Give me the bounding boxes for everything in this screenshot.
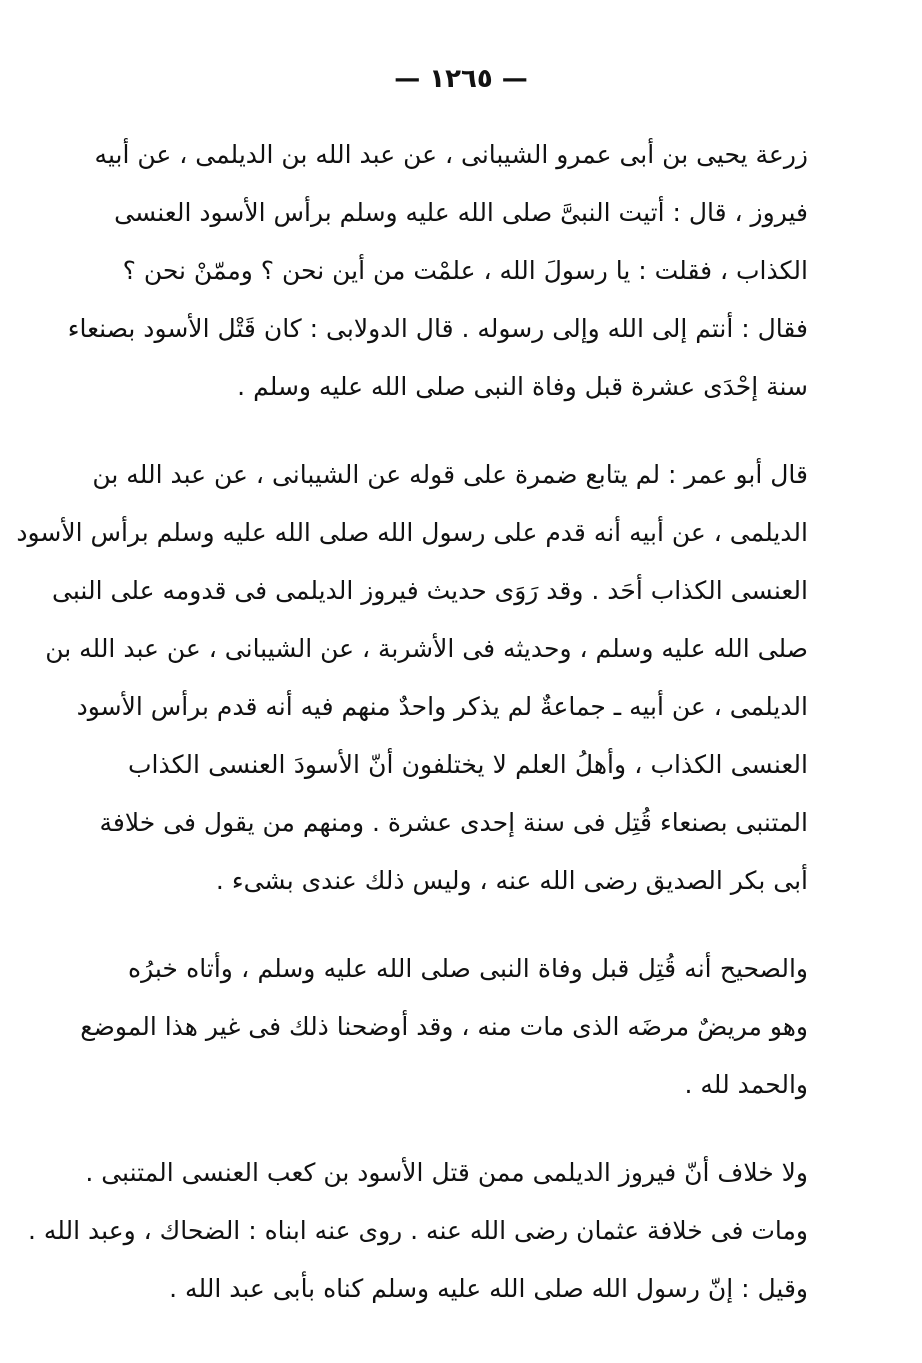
paragraph-2 xyxy=(16,446,808,910)
text-line: قال أبو عمر : لم يتابع ضمرة على قوله عن الشيبانى ، عن عبد الله بن xyxy=(92,460,808,489)
text-line: والصحيح أنه قُتِل قبل وفاة النبى صلى الله عليه وسلم ، وأتاه خبرُه xyxy=(128,954,808,983)
text-line: أبى بكر الصديق رضى الله عنه ، وليس ذلك عندى بشىء . xyxy=(215,866,808,895)
text-line: المتنبى بصنعاء قُتِل فى سنة إحدى عشرة . ومنهم من يقول فى خلافة xyxy=(99,808,808,837)
text-line: سنة إحْدَى عشرة قبل وفاة النبى صلى الله عليه وسلم . xyxy=(237,372,808,401)
text-line: الكذاب ، فقلت : يا رسولَ الله ، علمْت من أين نحن ؟ وممّنْ نحن ؟ xyxy=(122,256,808,285)
page-number: — ١٢٦٥ — xyxy=(394,64,528,94)
text-line: ومات فى خلافة عثمان رضى الله عنه . روى عنه ابناه : الضحاك ، وعبد الله . xyxy=(27,1216,808,1245)
main-text xyxy=(16,126,808,1348)
text-line: صلى الله عليه وسلم ، وحديثه فى الأشربة ، عن الشيبانى ، عن عبد الله بن xyxy=(45,634,808,663)
text-line: العنسى الكذاب ، وأهلُ العلم لا يختلفون أنّ الأسودَ العنسى الكذاب xyxy=(128,750,808,779)
text-line: زرعة يحيى بن أبى عمرو الشيبانى ، عن عبد الله بن الديلمى ، عن أبيه xyxy=(94,140,808,169)
paragraph-1 xyxy=(67,126,808,416)
text-line: وهو مريضٌ مرضَه الذى مات منه ، وقد أوضحنا ذلك فى غير هذا الموضع xyxy=(80,1012,808,1041)
text-line: العنسى الكذاب أحَد . وقد رَوَى حديث فيروز الديلمى فى قدومه على النبى xyxy=(52,576,808,605)
text-line: الديلمى ، عن أبيه أنه قدم على رسول الله صلى الله عليه وسلم برأس الأسود xyxy=(16,518,808,547)
text-line: الديلمى ، عن أبيه ـ جماعةٌ لم يذكر واحدٌ منهم فيه أنه قدم برأس الأسود xyxy=(76,692,808,721)
text-line: فيروز ، قال : أتيت النبىَّ صلى الله عليه وسلم برأس الأسود العنسى xyxy=(114,198,808,227)
text-line: ولا خلاف أنّ فيروز الديلمى ممن قتل الأسود بن كعب العنسى المتنبى . xyxy=(85,1158,808,1187)
paragraph-3 xyxy=(80,940,808,1114)
text-line: فقال : أنتم إلى الله وإلى رسوله . قال الدولابى : كان قَتْل الأسود بصنعاء xyxy=(67,314,808,343)
paragraph-4 xyxy=(27,1144,808,1318)
text-line: وقيل : إنّ رسول الله صلى الله عليه وسلم كناه بأبى عبد الله . xyxy=(169,1274,808,1303)
text-line: والحمد لله . xyxy=(684,1070,808,1099)
